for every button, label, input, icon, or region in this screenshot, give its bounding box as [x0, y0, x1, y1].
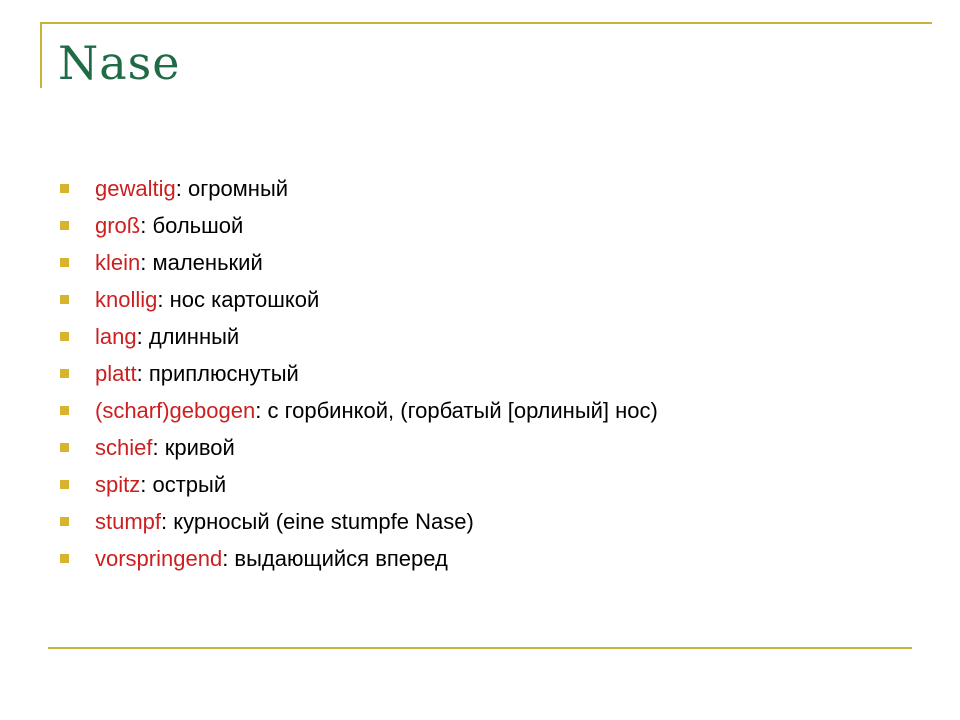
square-bullet-icon — [60, 332, 69, 341]
translation: с горбинкой, (горбатый [орлиный] нос) — [261, 398, 658, 423]
top-divider-line — [40, 22, 932, 24]
term: vorspringend — [95, 546, 223, 571]
bottom-divider-line — [48, 647, 912, 649]
list-item — [60, 170, 658, 207]
term: (scharf)gebogen — [95, 398, 256, 423]
translation: выдающийся вперед — [228, 546, 448, 571]
list-item — [60, 355, 658, 392]
term: gewaltig — [95, 176, 176, 201]
left-accent-line — [40, 22, 42, 88]
translation: приплюснутый — [142, 361, 299, 386]
square-bullet-icon — [60, 369, 69, 378]
list-item — [60, 429, 658, 466]
term: groß — [95, 213, 141, 238]
separator: : — [175, 176, 182, 201]
separator: : — [140, 472, 147, 497]
square-bullet-icon — [60, 443, 69, 452]
translation: длинный — [142, 324, 240, 349]
square-bullet-icon — [60, 554, 69, 563]
list-item — [60, 540, 658, 577]
vocabulary-list — [60, 170, 658, 577]
separator: : — [161, 509, 168, 534]
square-bullet-icon — [60, 517, 69, 526]
list-item — [60, 318, 658, 355]
square-bullet-icon — [60, 258, 69, 267]
term: stumpf — [95, 509, 162, 534]
slide-title: Nase — [58, 36, 181, 90]
term: klein — [95, 250, 141, 275]
list-item — [60, 281, 658, 318]
separator: : — [152, 435, 159, 460]
separator: : — [140, 213, 147, 238]
list-item — [60, 207, 658, 244]
list-item — [60, 244, 658, 281]
separator: : — [136, 361, 143, 386]
translation: нос картошкой — [163, 287, 320, 312]
term: platt — [95, 361, 137, 386]
translation: кривой — [158, 435, 235, 460]
separator: : — [140, 250, 147, 275]
term: lang — [95, 324, 137, 349]
separator: : — [136, 324, 143, 349]
translation: курносый (eine stumpfe Nase) — [167, 509, 474, 534]
separator: : — [255, 398, 262, 423]
square-bullet-icon — [60, 295, 69, 304]
list-item — [60, 392, 658, 429]
square-bullet-icon — [60, 184, 69, 193]
square-bullet-icon — [60, 221, 69, 230]
translation: большой — [146, 213, 244, 238]
translation: острый — [146, 472, 227, 497]
translation: маленький — [146, 250, 263, 275]
list-item — [60, 503, 658, 540]
separator: : — [222, 546, 229, 571]
term: schief — [95, 435, 153, 460]
term: knollig — [95, 287, 158, 312]
translation: огромный — [181, 176, 289, 201]
list-item — [60, 466, 658, 503]
square-bullet-icon — [60, 480, 69, 489]
separator: : — [157, 287, 164, 312]
square-bullet-icon — [60, 406, 69, 415]
term: spitz — [95, 472, 141, 497]
